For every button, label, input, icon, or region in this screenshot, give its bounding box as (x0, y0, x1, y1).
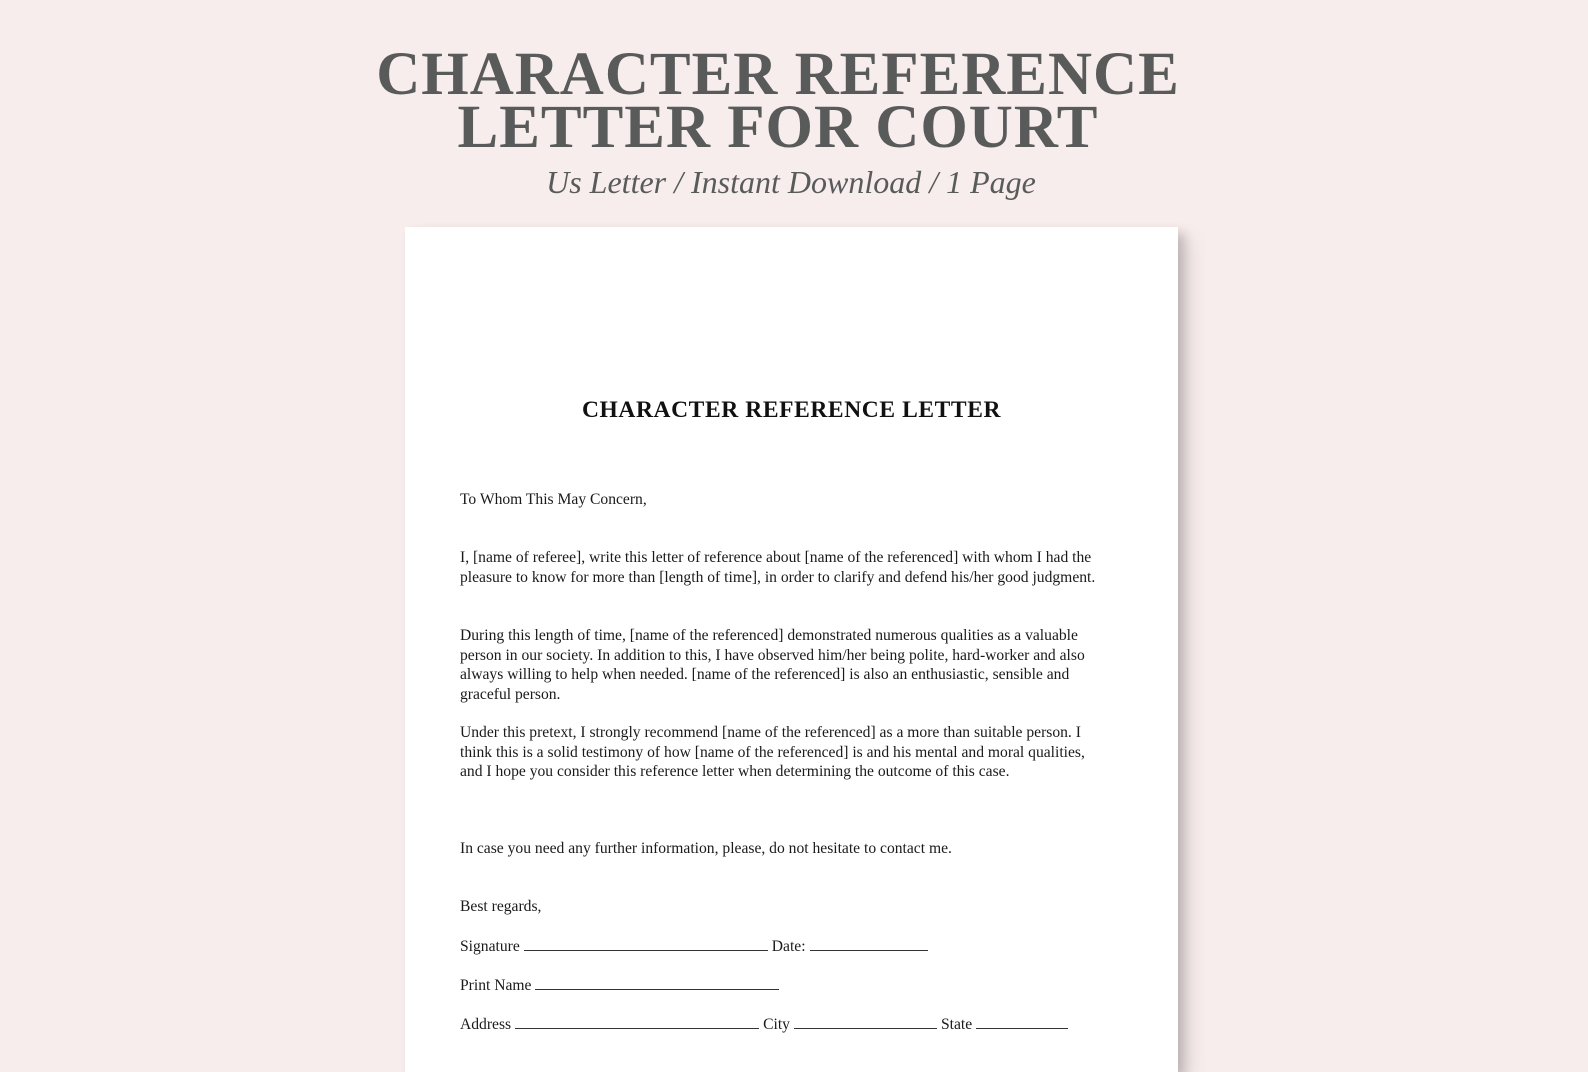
letter-page (405, 227, 1178, 1072)
signature-blank (524, 936, 768, 951)
product-title-line-2: LETTER FOR COURT (457, 94, 1099, 161)
address-row (460, 1014, 1140, 1035)
product-title-line-1: CHARACTER REFERENCE (376, 41, 1180, 108)
state-blank (976, 1014, 1068, 1029)
product-subtitle-text: Us Letter / Instant Download / 1 Page (546, 164, 1036, 200)
address-label: Address (460, 1016, 512, 1033)
letter-paragraph-4: In case you need any further information, please, do not hesitate to contact me. (460, 840, 952, 857)
letter-heading: CHARACTER REFERENCE LETTER (581, 397, 1002, 423)
print-name-row (460, 975, 1140, 996)
print-name-label: Print Name (460, 977, 532, 994)
letter-salutation: To Whom This May Concern, (460, 491, 647, 508)
city-label: City (763, 1016, 790, 1033)
product-title (0, 41, 1556, 161)
signature-label: Signature (460, 938, 520, 955)
signature-row (460, 936, 1140, 957)
address-blank (515, 1014, 759, 1029)
letter-closing: Best regards, (460, 898, 542, 915)
state-label: State (940, 1016, 973, 1033)
date-blank (810, 936, 928, 951)
letter-paragraph-2: During this length of time, [name of the referenced] demonstrated numerous qualities as a valuable person in our society. In addition to this, I have observed him/her being polite, hard-worker and also always willing to help when needed. [name of the referenced] is also an enthusiastic, sensible and graceful person. (460, 627, 1085, 703)
letter-paragraph-1: I, [name of referee], write this letter of reference about [name of the referenced] with whom I had the pleasure to know for more than [length of time], in order to clarify and defend his/her good judgment. (460, 549, 1096, 586)
letter-paragraph-3: Under this pretext, I strongly recommend [name of the referenced] as a more than suitable person. I think this is a solid testimony of how [name of the referenced] is and his mental and moral qualities, and I hope you consider this reference letter when determining the outcome of this case. (460, 724, 1085, 781)
date-label: Date: (771, 938, 806, 955)
print-name-blank (535, 975, 779, 990)
product-subtitle (0, 162, 1556, 202)
city-blank (794, 1014, 937, 1029)
